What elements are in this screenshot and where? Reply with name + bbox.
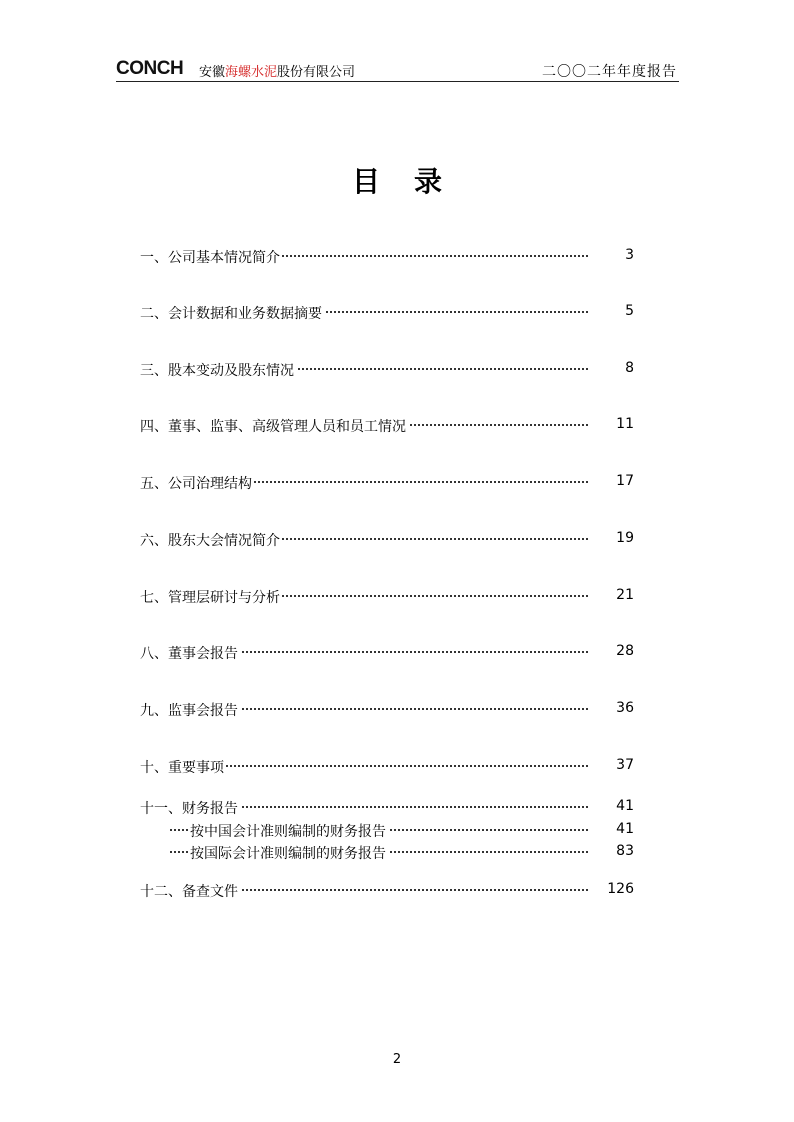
page-title: 目录 [351,165,476,198]
toc-leader-dots [170,765,588,767]
toc-entry[interactable] [140,247,634,269]
report-title: 二〇〇二年年度报告 [542,64,677,80]
company-name [199,61,355,80]
page-number: 2 [392,1052,402,1067]
toc-entry[interactable] [140,587,634,609]
toc-entry[interactable] [140,643,634,665]
toc-subentry-page: 83 [616,843,634,859]
toc-subentry[interactable] [140,821,634,843]
toc-entry-label: 十一、财务报告 [140,798,240,818]
toc-entry[interactable] [140,757,634,779]
toc-entry-label: 六、股东大会情况简介 [140,530,282,550]
toc-entry-label: 七、管理层研讨与分析 [140,587,282,607]
toc-entry[interactable] [140,416,634,438]
toc-entry-page: 36 [616,700,634,716]
conch-logo: CONCH [116,58,184,79]
toc-entry[interactable] [140,798,634,820]
company-suffix: 股份有限公司 [277,65,356,80]
toc-entry-label: 十、重要事项 [140,757,226,777]
toc-entry[interactable] [140,700,634,722]
toc-entry[interactable] [140,303,634,325]
toc-subentry-label: 按国际会计准则编制的财务报告 [190,843,388,863]
toc-entry[interactable] [140,530,634,552]
company-prefix: 安徽 [199,65,226,80]
toc-entry-page: 126 [607,881,634,897]
toc-entry-page: 3 [625,247,634,263]
toc-entry-label: 二、会计数据和业务数据摘要 [140,303,324,323]
toc-subentry-page: 41 [616,821,634,837]
toc-entry-label: 三、股本变动及股东情况 [140,360,296,380]
toc-entry-label: 九、监事会报告 [140,700,240,720]
page-header [116,55,679,83]
toc-subentry-label: 按中国会计准则编制的财务报告 [190,821,388,841]
toc-entry-page: 21 [616,587,634,603]
toc-entry-page: 41 [616,798,634,814]
toc-entry-page: 28 [616,643,634,659]
toc-entry-page: 19 [616,530,634,546]
toc-entry-page: 37 [616,757,634,773]
toc-entry[interactable] [140,473,634,495]
toc-entry-label: 八、董事会报告 [140,643,240,663]
company-highlight: 海螺水泥 [225,65,278,80]
toc-entry-page: 11 [616,416,634,432]
toc-entry[interactable] [140,881,634,903]
toc-entry-label: 十二、备查文件 [140,881,240,901]
toc-entry[interactable] [140,360,634,382]
toc-entry-page: 17 [616,473,634,489]
toc-entry-label: 五、公司治理结构 [140,473,254,493]
toc-subentry[interactable] [140,843,634,865]
toc-entry-label: 一、公司基本情况简介 [140,247,282,267]
toc-entry-page: 5 [625,303,634,319]
toc-entry-label: 四、董事、监事、高级管理人员和员工情况 [140,416,408,436]
header-divider [116,81,679,82]
toc-entry-page: 8 [625,360,634,376]
